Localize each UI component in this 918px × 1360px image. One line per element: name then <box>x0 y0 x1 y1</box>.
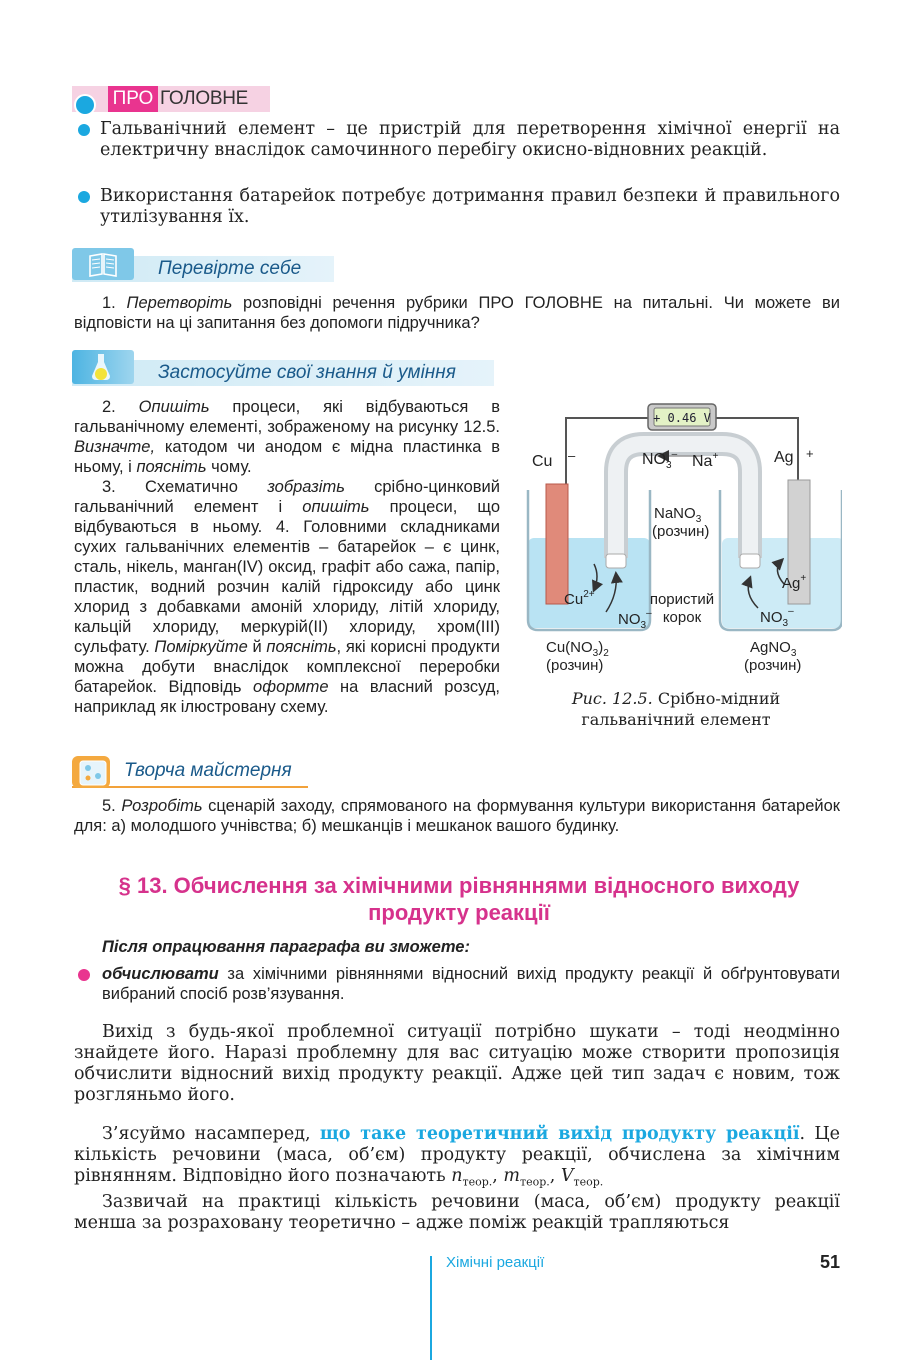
summary-bullet-2: Використання батарейок потребує дотримання правил безпеки й правильного утилізування їх. <box>100 186 840 227</box>
page-number: 51 <box>819 1252 840 1272</box>
book-icon <box>72 248 134 280</box>
flask-icon <box>72 350 134 384</box>
label-minus: – <box>568 448 576 463</box>
label-agno3: AgNO$_3$ <box>750 639 797 659</box>
label-agno3-solution: (розчин) <box>744 657 802 674</box>
creative-title: Творча майстерня <box>124 760 292 781</box>
figure-caption: Рис. 12.5. Срібно-мідний гальванічний елемент <box>571 689 781 729</box>
creative-icon <box>72 756 110 788</box>
learning-goal: обчислювати за хімічними рівняннями відносний вихід продукту реакції й обґрунтовувати вибраний спосіб розв’язування. <box>102 965 840 1003</box>
label-cuno3: $Cu(NO_3)_2$ <box>546 639 609 659</box>
voltmeter-reading: + 0.46 V <box>653 411 711 425</box>
body-paragraph-2: З’ясуймо насамперед, що таке теоретичний вихід продукту реакції. Це кількість речовини (маса, об’єм) продукту реакції, обчислена за хімічним рівнянням. Відповідно його позначають $n_{теор.}$, $m_{теор.}$, $V_{теор.}$ <box>74 1124 840 1189</box>
label-cu2: $Cu^{2+}$ <box>564 589 595 608</box>
copper-electrode <box>546 484 568 604</box>
bullet-icon <box>78 191 90 203</box>
apply-title: Застосуйте свої знання й уміння <box>158 362 456 383</box>
label-porous-1: пористий <box>649 591 715 608</box>
pro-header-word: ГОЛОВНЕ <box>160 88 249 109</box>
task-2: 2. Опишіть процеси, які відбуваються в гальванічному елементі, зображеному на рисунку 12.5. Визначте, катодом чи анодом є мідна пластинка в ньому, і поясніть чому. <box>74 398 500 476</box>
label-no3-bridge: $NO_3^-$ <box>642 449 678 471</box>
pro-label: ПРО <box>108 86 158 112</box>
label-cu: Cu <box>532 453 553 470</box>
label-no3-right: $NO_3^-$ <box>760 606 794 629</box>
bullet-icon <box>78 124 90 136</box>
label-no3-left: $NO_3^-$ <box>618 608 652 631</box>
paragraph-title: § 13. Обчислення за хімічними рівняннями відносного виходу продукту реакції <box>118 873 800 925</box>
label-nano3: NaNO$_3$ <box>654 505 702 525</box>
pro-dot-icon <box>74 94 96 116</box>
after-study-heading: Після опрацювання параграфа ви зможете: <box>102 938 470 956</box>
label-porous-2: корок <box>662 609 702 626</box>
galvanic-cell-figure <box>522 394 842 694</box>
question-1: 1. Перетворіть розповідні речення рубрики ПРО ГОЛОВНЕ на питальні. Чи можете ви відповісти на ці запитання без допомоги підручника? <box>74 294 840 332</box>
body-paragraph-3: Зазвичай на практиці кількість речовини (маса, об’єм) продукту реакції менша за розраховану теоретично – адже поміж реакцій трапляються <box>74 1192 840 1233</box>
label-cuno3-solution: (розчин) <box>546 657 604 674</box>
label-plus: + <box>806 446 814 461</box>
label-nano3-solution: (розчин) <box>652 523 710 540</box>
bullet-icon <box>78 969 90 981</box>
porous-plug-right <box>740 554 760 568</box>
label-ag: Ag <box>774 449 794 466</box>
porous-plug-left <box>606 554 626 568</box>
check-title: Перевірте себе <box>158 258 302 279</box>
body-paragraph-1: Вихід з будь-якої проблемної ситуації потрібно шукати – тоді неодмінно знайдете його. Наразі проблемну для вас ситуацію може створити пропозиція обчислити відносний вихід продукту реакції. Адже цей тип задач є новим, тож розгляньмо його. <box>74 1022 840 1105</box>
footer-section: Хімічні реакції <box>446 1254 545 1271</box>
summary-bullet-1: Гальванічний елемент – це пристрій для перетворення хімічної енергії на електричну внаслідок самочинного перебігу окисно-відновних реакцій. <box>100 119 840 160</box>
task-3-4: 3. Схематично зобразіть срібно-цинковий гальванічний елемент і опишіть процеси, що відбуваються в ньому. 4. Головними складниками сухих гальванічних елементів – батарейок – є цинк, сталь, нікель, манган(IV) оксид, графіт або сажа, папір, пластик, водний розчин калій гідроксиду або цинк хлорид з добавками амоній хлориду, літій хлориду, кальцій хлориду, меркурій(II) хлориду, хром(III) сульфату. Поміркуйте й поясніть, які корисні продукти можна добути внаслідок комплексної переробки батарейок. Відповідь оформте на власний розсуд, наприклад як ілюстровану схему. <box>74 478 501 716</box>
label-na: Na+ <box>692 451 719 470</box>
task-5: 5. Розробіть сценарій заходу, спрямованого на формування культури використання батарейок для: а) молодшого учнівства; б) мешканців і мешканок вашого будинку. <box>74 797 840 835</box>
label-ag-ion: Ag+ <box>782 573 807 592</box>
footer-divider <box>430 1256 432 1360</box>
